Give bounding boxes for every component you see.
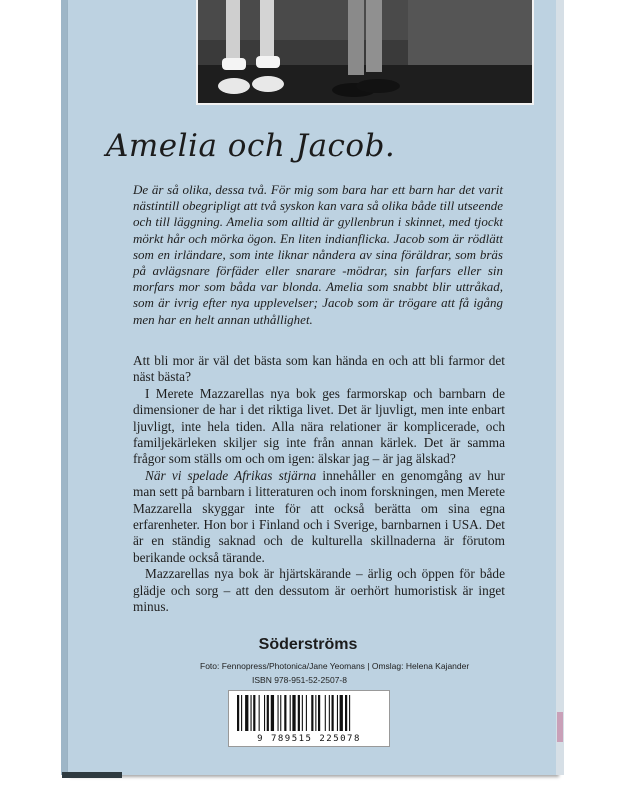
book-title: Amelia och Jacob. (106, 128, 396, 164)
publisher-logo: Söderströms (258, 636, 358, 653)
photo-credits: Foto: Fennopress/Photonica/Jane Yeomans | Omslag: Helena Kajander (200, 661, 470, 671)
blurb-paragraph-4: Mazzarellas nya bok är hjärtskärande – ärlig och öppen för både glädje och sorg – att den dessutom är oerhört humoristisk är inget minus. (133, 566, 505, 615)
blurb-paragraph-1: Att bli mor är väl det bästa som kan hända en och att bli farmor det näst bästa? (133, 353, 505, 385)
quote-excerpt: De är så olika, dessa två. För mig som bara har ett barn har det varit nästintill obegripligt att två syskon kan vara så olika både till utseende och till läggning. Amelia som alltid är gyllenbrun i skinnet, med tjockt mörkt hår och mörka ögon. En liten indianflicka. Jacob som är rödlätt som en irländare, som inte liknar nåndera av sina föräldrar, som bräs på avlägsnare förfäder eller snarare -mödrar, sin farfars eller sin morfars mor som båda var blonda. Amelia som snabbt blir uttråkad, som är ivrig efter nya upplevelser; Jacob som är trögare att få igång men har en helt annan uthållighet. (133, 182, 503, 327)
barcode-bars (237, 695, 381, 731)
blurb-paragraph-2: I Merete Mazzarellas nya bok ges farmorskap och barnbarn de dimensioner de har i det riktiga livet. Det är ljuvligt, men inte enbart ljuvligt, inte hela tiden. Alla nära relationer är komplicerade, och familjekärleken skiljer sig inte från annan kärlek. Det är samma frågor som ställs om och om igen: älskar jag – är jag älskad? (133, 385, 505, 467)
photo-illustration (198, 0, 532, 103)
bottom-edge-shadow (62, 772, 122, 778)
cover-photo (196, 0, 534, 105)
barcode-number: 9 789515 225078 (257, 734, 361, 744)
book-title-inline: När vi spelade Afrikas stjärna (145, 467, 317, 483)
blurb-paragraph-3 (133, 468, 505, 566)
spine-edge (556, 0, 564, 775)
isbn-label: ISBN 978-951-52-2507-8 (252, 675, 347, 685)
spine-mark (557, 712, 563, 742)
barcode (228, 690, 390, 747)
blurb-text (133, 353, 505, 616)
blurb-paragraph-3-text: innehåller en genomgång av hur man sett på barnbarn i litteraturen och inom forskningen, men Merete Mazzarella skyggar inte för att också berätta om sina egna erfarenheter. Hon bor i Finland och i Sverige, barnbarnen i USA. Det är en ständig saknad och de kulturella skillnaderna är förutom berikande också tärande. (133, 467, 505, 565)
